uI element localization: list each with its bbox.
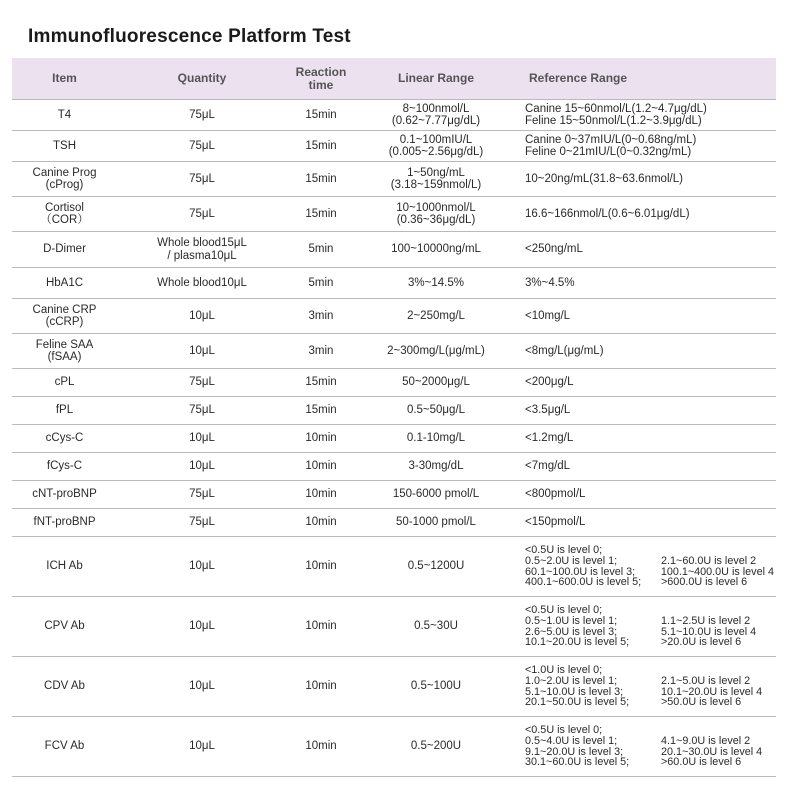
level-text: <0.5U is level 0; — [525, 544, 603, 557]
table-row — [12, 299, 776, 334]
table-cell-quantity: 10μL — [117, 717, 287, 777]
table-row — [12, 197, 776, 232]
table-cell-quantity: 10μL — [117, 453, 287, 481]
table-row — [12, 425, 776, 453]
level-text: 5.1~10.0U is level 3; — [525, 685, 624, 698]
table-cell-time: 15min — [287, 131, 355, 162]
level-text: 10.1~20.0U is level 4 — [661, 685, 763, 698]
table-cell-item: T4 — [12, 100, 117, 131]
table-cell-reference-range: <250ng/mL — [517, 232, 776, 268]
level-text: 20.1~30.0U is level 4 — [661, 745, 763, 758]
table-cell-reference-range — [517, 597, 776, 657]
table-cell-time: 10min — [287, 481, 355, 509]
level-text: >600.0U is level 6 — [661, 576, 748, 589]
table-cell-time: 3min — [287, 334, 355, 369]
table-cell-quantity: 10μL — [117, 657, 287, 717]
table-cell-quantity: 75μL — [117, 509, 287, 537]
table-cell-time: 15min — [287, 369, 355, 397]
table-cell-item: D-Dimer — [12, 232, 117, 268]
table-row — [12, 481, 776, 509]
table-cell-linear-range: 50-1000 pmol/L — [355, 509, 517, 537]
table-cell-time: 10min — [287, 597, 355, 657]
table-cell-linear-range: 1~50ng/mL (3.18~159nmol/L) — [355, 162, 517, 197]
level-text: 2.1~60.0U is level 2 — [661, 554, 757, 567]
table-cell-reference-range: Canine 0~37mIU/L(0~0.68ng/mL) Feline 0~21mIU/L(0~0.32ng/mL) — [517, 131, 776, 162]
header-item: Item — [12, 58, 117, 100]
table-cell-quantity: 10μL — [117, 537, 287, 597]
table-cell-linear-range: 50~2000μg/L — [355, 369, 517, 397]
table-cell-time: 15min — [287, 197, 355, 232]
level-line — [525, 757, 774, 768]
table-cell-item: Cortisol （COR） — [12, 197, 117, 232]
table-cell-linear-range: 150-6000 pmol/L — [355, 481, 517, 509]
level-text: 1.1~2.5U is level 2 — [661, 614, 751, 627]
level-text: 4.1~9.0U is level 2 — [661, 734, 751, 747]
level-text: >50.0U is level 6 — [661, 696, 742, 709]
table-cell-linear-range: 0.5~200U — [355, 717, 517, 777]
table-cell-reference-range — [517, 717, 776, 777]
level-text: 2.1~5.0U is level 2 — [661, 674, 751, 687]
table-cell-linear-range: 0.5~30U — [355, 597, 517, 657]
table-cell-time: 15min — [287, 162, 355, 197]
header-reaction-time: Reaction time — [287, 58, 355, 100]
table-cell-quantity: 75μL — [117, 397, 287, 425]
table-cell-quantity: 75μL — [117, 197, 287, 232]
table-cell-reference-range: 10~20ng/mL(31.8~63.6nmol/L) — [517, 162, 776, 197]
table-cell-time: 10min — [287, 537, 355, 597]
table-cell-quantity: Whole blood10μL — [117, 268, 287, 299]
table-cell-time: 10min — [287, 453, 355, 481]
level-text: 100.1~400.0U is level 4 — [660, 565, 774, 578]
table-cell-reference-range: <10mg/L — [517, 299, 776, 334]
table-cell-item: Canine CRP (cCRP) — [12, 299, 117, 334]
table-cell-item: HbA1C — [12, 268, 117, 299]
table-row — [12, 334, 776, 369]
table-cell-reference-range — [517, 537, 776, 597]
table-cell-linear-range: 100~10000ng/mL — [355, 232, 517, 268]
table-cell-time: 5min — [287, 268, 355, 299]
level-text: 5.1~10.0U is level 4 — [661, 625, 757, 638]
table-row — [12, 268, 776, 299]
level-text: >60.0U is level 6 — [661, 756, 742, 769]
table-cell-linear-range: 0.1~100mIU/L (0.005~2.56μg/dL) — [355, 131, 517, 162]
table-row — [12, 162, 776, 197]
table-row — [12, 537, 776, 597]
table-cell-reference-range: 16.6~166nmol/L(0.6~6.01μg/dL) — [517, 197, 776, 232]
table-cell-time: 10min — [287, 425, 355, 453]
table-cell-item: ICH Ab — [12, 537, 117, 597]
table-cell-item: CDV Ab — [12, 657, 117, 717]
table-cell-reference-range: <3.5μg/L — [517, 397, 776, 425]
table-cell-item: fPL — [12, 397, 117, 425]
table-cell-quantity: Whole blood15μL / plasma10μL — [117, 232, 287, 268]
level-text: 20.1~50.0U is level 5; — [525, 696, 630, 709]
table-cell-quantity: 75μL — [117, 100, 287, 131]
level-line — [525, 616, 774, 627]
table-cell-item: fCys-C — [12, 453, 117, 481]
table-cell-quantity: 10μL — [117, 299, 287, 334]
table-row — [12, 597, 776, 657]
level-line — [525, 637, 774, 648]
table-cell-quantity: 10μL — [117, 425, 287, 453]
header-linear-range: Linear Range — [355, 58, 517, 100]
table-cell-reference-range — [517, 657, 776, 717]
level-text: 30.1~60.0U is level 5; — [525, 756, 630, 769]
level-text: 9.1~20.0U is level 3; — [525, 745, 624, 758]
table-cell-linear-range: 3-30mg/dL — [355, 453, 517, 481]
table-cell-reference-range: 3%~4.5% — [517, 268, 776, 299]
table-row — [12, 369, 776, 397]
table-cell-item: fNT-proBNP — [12, 509, 117, 537]
table-cell-linear-range: 3%~14.5% — [355, 268, 517, 299]
table-cell-time: 5min — [287, 232, 355, 268]
table-cell-linear-range: 0.5~50μg/L — [355, 397, 517, 425]
table-cell-item: cNT-proBNP — [12, 481, 117, 509]
table-cell-linear-range: 2~250mg/L — [355, 299, 517, 334]
table-cell-reference-range: <800pmol/L — [517, 481, 776, 509]
table-cell-item: Canine Prog (cProg) — [12, 162, 117, 197]
level-text: <1.0U is level 0; — [525, 664, 603, 677]
level-text: 0.5~1.0U is level 1; — [525, 614, 618, 627]
table-cell-linear-range: 10~1000nmol/L (0.36~36μg/dL) — [355, 197, 517, 232]
table-cell-linear-range: 0.5~1200U — [355, 537, 517, 597]
table-cell-item: cPL — [12, 369, 117, 397]
table-header — [12, 58, 776, 100]
table-row — [12, 453, 776, 481]
table-cell-time: 3min — [287, 299, 355, 334]
table-cell-item: cCys-C — [12, 425, 117, 453]
table-cell-quantity: 75μL — [117, 162, 287, 197]
table-cell-reference-range: <8mg/L(μg/mL) — [517, 334, 776, 369]
level-text: >20.0U is level 6 — [661, 636, 742, 649]
table-cell-time: 15min — [287, 397, 355, 425]
level-text: <0.5U is level 0; — [525, 604, 603, 617]
table-cell-quantity: 10μL — [117, 334, 287, 369]
table-row — [12, 131, 776, 162]
level-text: 0.5~4.0U is level 1; — [525, 734, 618, 747]
level-text: 2.6~5.0U is level 3; — [525, 625, 618, 638]
level-text: 60.1~100.0U is level 3; — [525, 565, 636, 578]
table-row — [12, 509, 776, 537]
level-line — [525, 697, 774, 708]
header-reference-range: Reference Range — [517, 58, 776, 100]
header-quantity: Quantity — [117, 58, 287, 100]
table-cell-linear-range: 0.1-10mg/L — [355, 425, 517, 453]
level-text: 0.5~2.0U is level 1; — [525, 554, 618, 567]
table-row — [12, 717, 776, 777]
table-cell-quantity: 75μL — [117, 369, 287, 397]
level-line — [525, 676, 774, 687]
page-title: Immunofluorescence Platform Test — [28, 26, 351, 47]
table-cell-time: 10min — [287, 657, 355, 717]
table-row — [12, 232, 776, 268]
level-text: 10.1~20.0U is level 5; — [525, 636, 630, 649]
table-row — [12, 100, 776, 131]
table-cell-reference-range: <7mg/dL — [517, 453, 776, 481]
table-cell-reference-range: <200μg/L — [517, 369, 776, 397]
table-cell-quantity: 10μL — [117, 597, 287, 657]
table-cell-reference-range: Canine 15~60nmol/L(1.2~4.7μg/dL) Feline 15~50nmol/L(1.2~3.9μg/dL) — [517, 100, 776, 131]
level-line — [525, 736, 774, 747]
table-cell-linear-range: 8~100nmol/L (0.62~7.77μg/dL) — [355, 100, 517, 131]
table-cell-time: 15min — [287, 100, 355, 131]
table-cell-item: TSH — [12, 131, 117, 162]
table-row — [12, 397, 776, 425]
table-cell-reference-range: <1.2mg/L — [517, 425, 776, 453]
table-cell-time: 10min — [287, 509, 355, 537]
level-line — [525, 577, 774, 588]
level-text: 400.1~600.0U is level 5; — [525, 576, 642, 589]
table-body — [12, 100, 776, 777]
table-row — [12, 657, 776, 717]
level-text: <0.5U is level 0; — [525, 724, 603, 737]
level-text: 1.0~2.0U is level 1; — [525, 674, 618, 687]
table-cell-quantity: 75μL — [117, 131, 287, 162]
table-cell-item: Feline SAA (fSAA) — [12, 334, 117, 369]
table-cell-item: CPV Ab — [12, 597, 117, 657]
table-cell-quantity: 75μL — [117, 481, 287, 509]
table-cell-linear-range: 2~300mg/L(μg/mL) — [355, 334, 517, 369]
test-table — [12, 58, 776, 777]
table-cell-linear-range: 0.5~100U — [355, 657, 517, 717]
level-line — [525, 556, 774, 567]
table-cell-time: 10min — [287, 717, 355, 777]
table-cell-reference-range: <150pmol/L — [517, 509, 776, 537]
table-cell-item: FCV Ab — [12, 717, 117, 777]
